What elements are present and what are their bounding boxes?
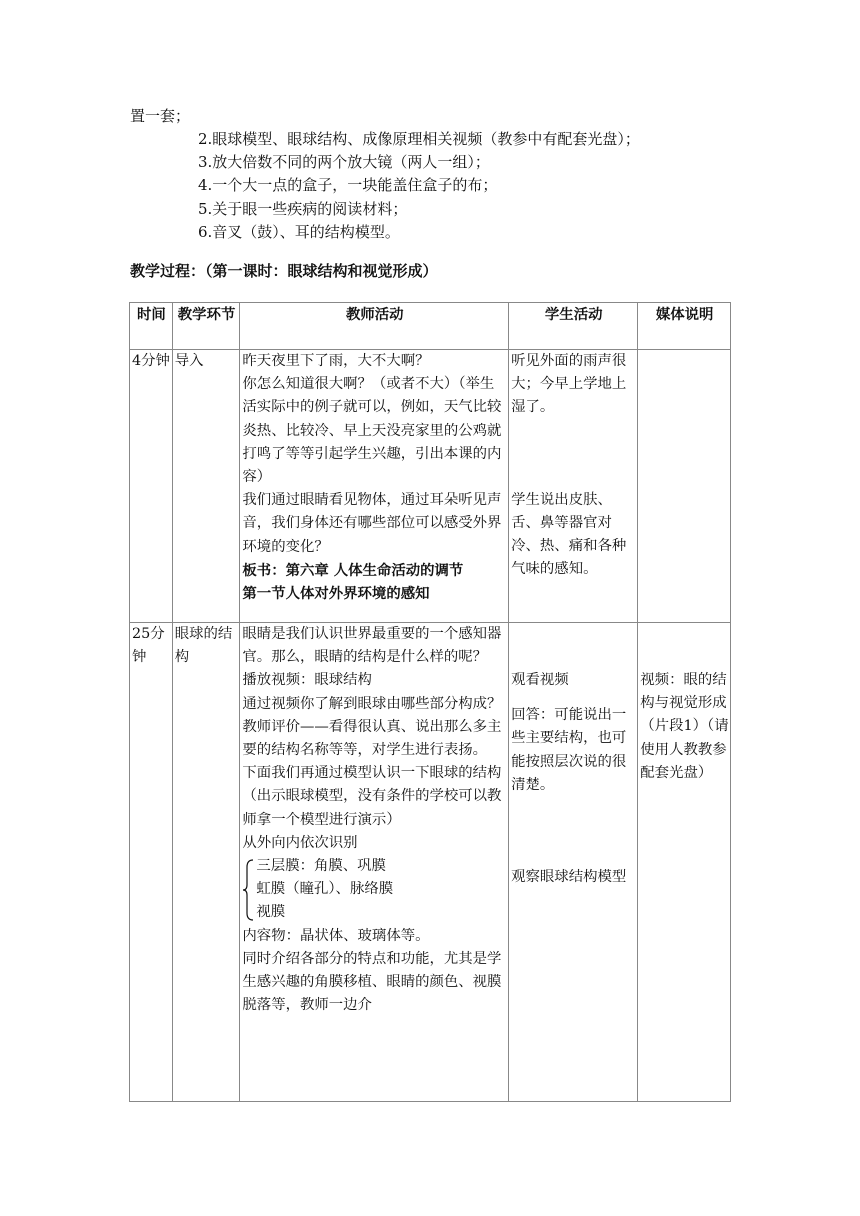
teacher-text: 通过视频你了解到眼球由哪些部分构成？	[242, 695, 502, 712]
teacher-text: 从外向内依次识别	[242, 834, 358, 851]
teacher-text: 同时介绍各部分的特点和功能，尤其是学生感兴趣的角膜移植、眼睛的颜色、视膜脱落等，教师一边介	[242, 950, 502, 1014]
teacher-text: 播放视频：眼球结构	[242, 672, 372, 689]
header-student: 学生活动	[509, 303, 638, 350]
student-text: 听见外面的雨声很大；今早上学地上湿了。	[511, 353, 627, 416]
cell-media	[638, 350, 731, 623]
table-row	[130, 623, 731, 1102]
materials-list	[198, 128, 640, 244]
materials-item: 5.关于眼一些疾病的阅读材料；	[198, 199, 408, 218]
cell-segment: 眼球的结构	[172, 623, 240, 1102]
teacher-text: 昨天夜里下了雨，大不大啊？	[242, 353, 430, 369]
teacher-text: 我们通过眼睛看见物体，通过耳朵听见声音，我们身体还有哪些部位可以感受外界环境的变化？	[242, 492, 502, 555]
materials-continuation: 置一套；	[130, 107, 191, 125]
student-text: 观看视频	[511, 672, 569, 688]
process-title: 教学过程：（第一课时：眼球结构和视觉形成）	[130, 262, 438, 280]
membrane-item: 虹膜（瞳孔）、脉络膜	[256, 881, 394, 898]
teacher-text: 你怎么知道很大啊？（或者不大）（举生活实际中的例子就可以，例如，天气比较炎热、比较冷、早上天没亮家里的公鸡就打鸣了等等引起学生兴趣，引出本课的内容）	[242, 376, 502, 486]
header-segment: 教学环节	[172, 303, 240, 350]
cell-segment: 导入	[172, 350, 240, 623]
header-time: 时间	[130, 303, 173, 350]
cell-media	[638, 623, 731, 1102]
teacher-text: 内容物：晶状体、玻璃体等。	[242, 927, 430, 944]
cell-student	[509, 350, 638, 623]
cell-time: 4分钟	[130, 350, 173, 623]
membrane-list	[242, 855, 507, 925]
membrane-item: 视膜	[256, 904, 286, 921]
cell-teacher	[240, 623, 509, 1102]
teacher-text: 教师评价——看得很认真、说出那么多主要的结构名称等等，对学生进行表扬。	[242, 718, 502, 759]
student-text: 观察眼球结构模型	[511, 869, 627, 886]
student-text: 学生说出皮肤、舌、鼻等器官对冷、热、痛和各种气味的感知。	[511, 491, 627, 578]
cell-teacher	[240, 350, 509, 623]
header-media: 媒体说明	[638, 303, 731, 350]
blackboard-text: 第一节人体对外界环境的感知	[242, 585, 430, 603]
teacher-text: 下面我们再通过模型认识一下眼球的结构（出示眼球模型，没有条件的学校可以教师拿一个模型进行演示）	[242, 765, 502, 828]
table-row	[130, 350, 731, 623]
student-text: 回答：可能说出一些主要结构，也可能按照层次说的很清楚。	[511, 707, 627, 793]
materials-item: 4.一个大一点的盒子，一块能盖住盒子的布；	[198, 176, 498, 195]
materials-item: 3.放大倍数不同的两个放大镜（两人一组）；	[198, 153, 490, 172]
materials-item: 2.眼球模型、眼球结构、成像原理相关视频（教参中有配套光盘）；	[198, 130, 640, 148]
header-teacher: 教师活动	[240, 303, 509, 350]
blackboard-text: 板书：第六章 人体生命活动的调节	[242, 561, 464, 579]
cell-time: 25分钟	[130, 623, 173, 1102]
cell-student	[509, 623, 638, 1102]
media-text: 视频：眼的结构与视觉形成（片段1）（请使用人教教参配套光盘）	[640, 672, 729, 781]
materials-item: 6.音叉（鼓）、耳的结构模型。	[198, 222, 400, 241]
membrane-item: 三层膜：角膜、巩膜	[256, 858, 386, 875]
lesson-table	[129, 302, 731, 1102]
teacher-text: 眼睛是我们认识世界最重要的一个感知器官。那么，眼睛的结构是什么样的呢？	[242, 626, 502, 666]
brace-icon	[242, 859, 254, 921]
table-header-row	[130, 303, 731, 350]
